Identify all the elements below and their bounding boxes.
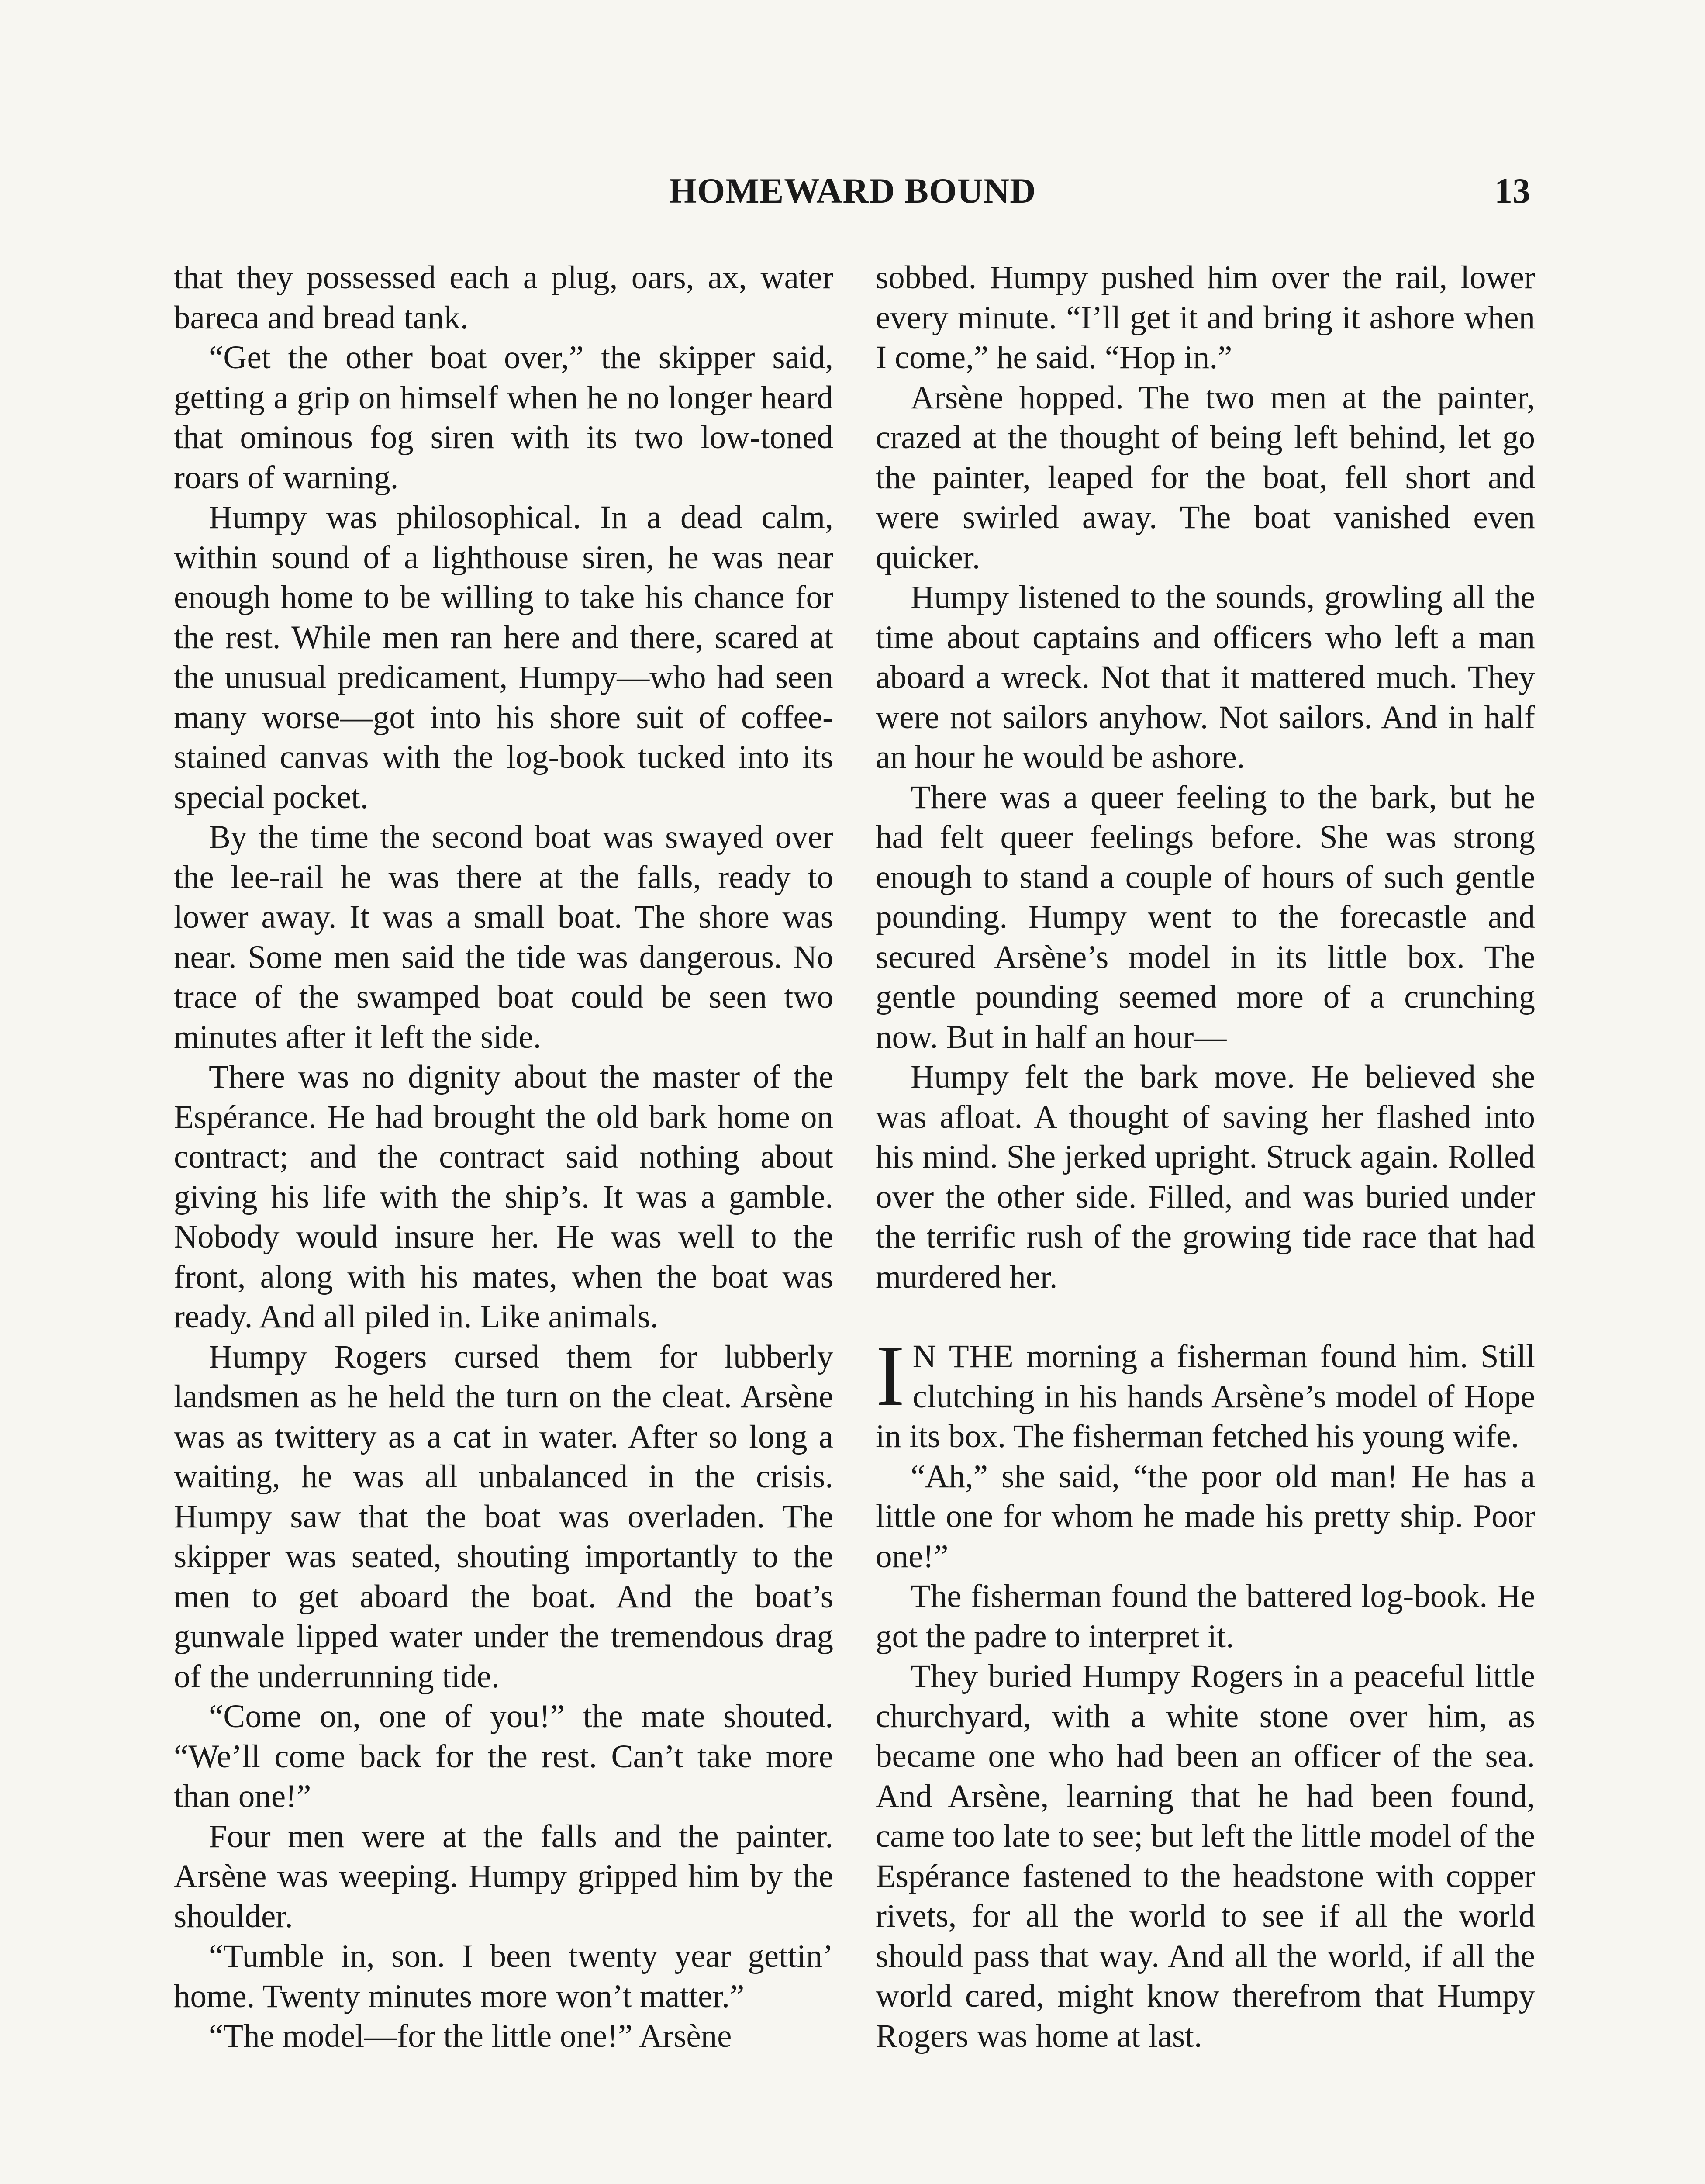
page-number: 13: [1494, 171, 1530, 211]
section-break: [876, 1297, 1535, 1337]
right-column: [876, 258, 1535, 2056]
dropcap-paragraph-text: morning a fisherman found him. Still clutching in his hands Arsène’s model of Hope in its box. The fisherman fetched his young wife.: [876, 1338, 1535, 1455]
paragraph: “Come on, one of you!” the mate shouted. “We’ll come back for the rest. Can’t take more than one!”: [174, 1698, 833, 1814]
running-head: [0, 170, 1705, 218]
paragraph: that they possessed each a plug, oars, ax, water bareca and bread tank.: [174, 259, 833, 336]
paragraph: “Ah,” she said, “the poor old man! He has a little one for whom he made his pretty ship. Poor one!”: [876, 1458, 1535, 1575]
paragraph: Humpy listened to the sounds, growling all the time about captains and officers who left a man aboard a wreck. Not that it mattered much. They were not sailors anyhow. Not sailors. And in half an hour he would be ashore.: [876, 579, 1535, 775]
dropcap: I: [876, 1327, 905, 1424]
paragraph: They buried Humpy Rogers in a peaceful little churchyard, with a white stone over him, as became one who had been an officer of the sea. And Arsène, learning that he had been found, came too late to see; but left the little model of the Espérance fastened to the headstone with copper rivets, for all the world to see if all the world should pass that way. And all the world, if all the world cared, might know therefrom that Humpy Rogers was home at last.: [876, 1658, 1535, 2054]
paragraph: Humpy Rogers cursed them for lubberly landsmen as he held the turn on the cleat. Arsène was as twittery as a cat in water. After so long a waiting, he was all unbalanced in the crisis. Humpy saw that the boat was overladen. The skipper was seated, shouting importantly to the men to get aboard the boat. And the boat’s gunwale lipped water under the tremendous drag of the underrunning tide.: [174, 1338, 833, 1695]
paragraph: “Tumble in, son. I been twenty year gettin’ home. Twenty minutes more won’t matter.”: [174, 1938, 833, 2015]
paragraph: The fisherman found the battered log-book. He got the padre to interpret it.: [876, 1578, 1535, 1655]
paragraph: There was no dignity about the master of the Espérance. He had brought the old bark home on contract; and the contract said nothing about giving his life with the ship’s. It was a gamble. Nobody would insure her. He was well to the front, along with his mates, when the boat was ready. And all piled in. Like animals.: [174, 1059, 833, 1335]
lead-in-caps: N THE: [912, 1338, 1014, 1375]
dropcap-paragraph: [876, 1327, 1535, 1457]
paragraph: sobbed. Humpy pushed him over the rail, lower every minute. “I’ll get it and bring it ashore when I come,” he said. “Hop in.”: [876, 259, 1535, 376]
paragraph: Humpy felt the bark move. He believed she was afloat. A thought of saving her flashed into his mind. She jerked upright. Struck again. Rolled over the other side. Filled, and was buried under the terrific rush of the growing tide race that had murdered her.: [876, 1059, 1535, 1295]
paragraph: Arsène hopped. The two men at the painter, crazed at the thought of being left behind, let go the painter, leaped for the boat, fell short and were swirled away. The boat vanished even quicker.: [876, 379, 1535, 576]
paragraph: Humpy was philosophical. In a dead calm, within sound of a lighthouse siren, he was near enough home to be willing to take his chance for the rest. While men ran here and there, scared at the unusual predicament, Humpy—who had seen many worse—got into his shore suit of coffee-stained canvas with the log-book tucked into its special pocket.: [174, 499, 833, 816]
left-column: [174, 258, 833, 2056]
paragraph: “The model—for the little one!” Arsène: [209, 2018, 732, 2054]
paragraph: “Get the other boat over,” the skipper said, getting a grip on himself when he no longer heard that ominous fog siren with its two low-toned roars of warning.: [174, 339, 833, 496]
paragraph: By the time the second boat was swayed over the lee-rail he was there at the falls, ready to lower away. It was a small boat. The shore was near. Some men said the tide was dangerous. No trace of the swamped boat could be seen two minutes after it left the side.: [174, 819, 833, 1055]
page-title: HOMEWARD BOUND: [669, 171, 1036, 211]
paragraph: There was a queer feeling to the bark, but he had felt queer feelings before. She was strong enough to stand a couple of hours of such gentle pounding. Humpy went to the forecastle and secured Arsène’s model in its little box. The gentle pounding seemed more of a crunching now. But in half an hour—: [876, 779, 1535, 1055]
paragraph: Four men were at the falls and the painter. Arsène was weeping. Humpy gripped him by the shoulder.: [174, 1818, 833, 1935]
